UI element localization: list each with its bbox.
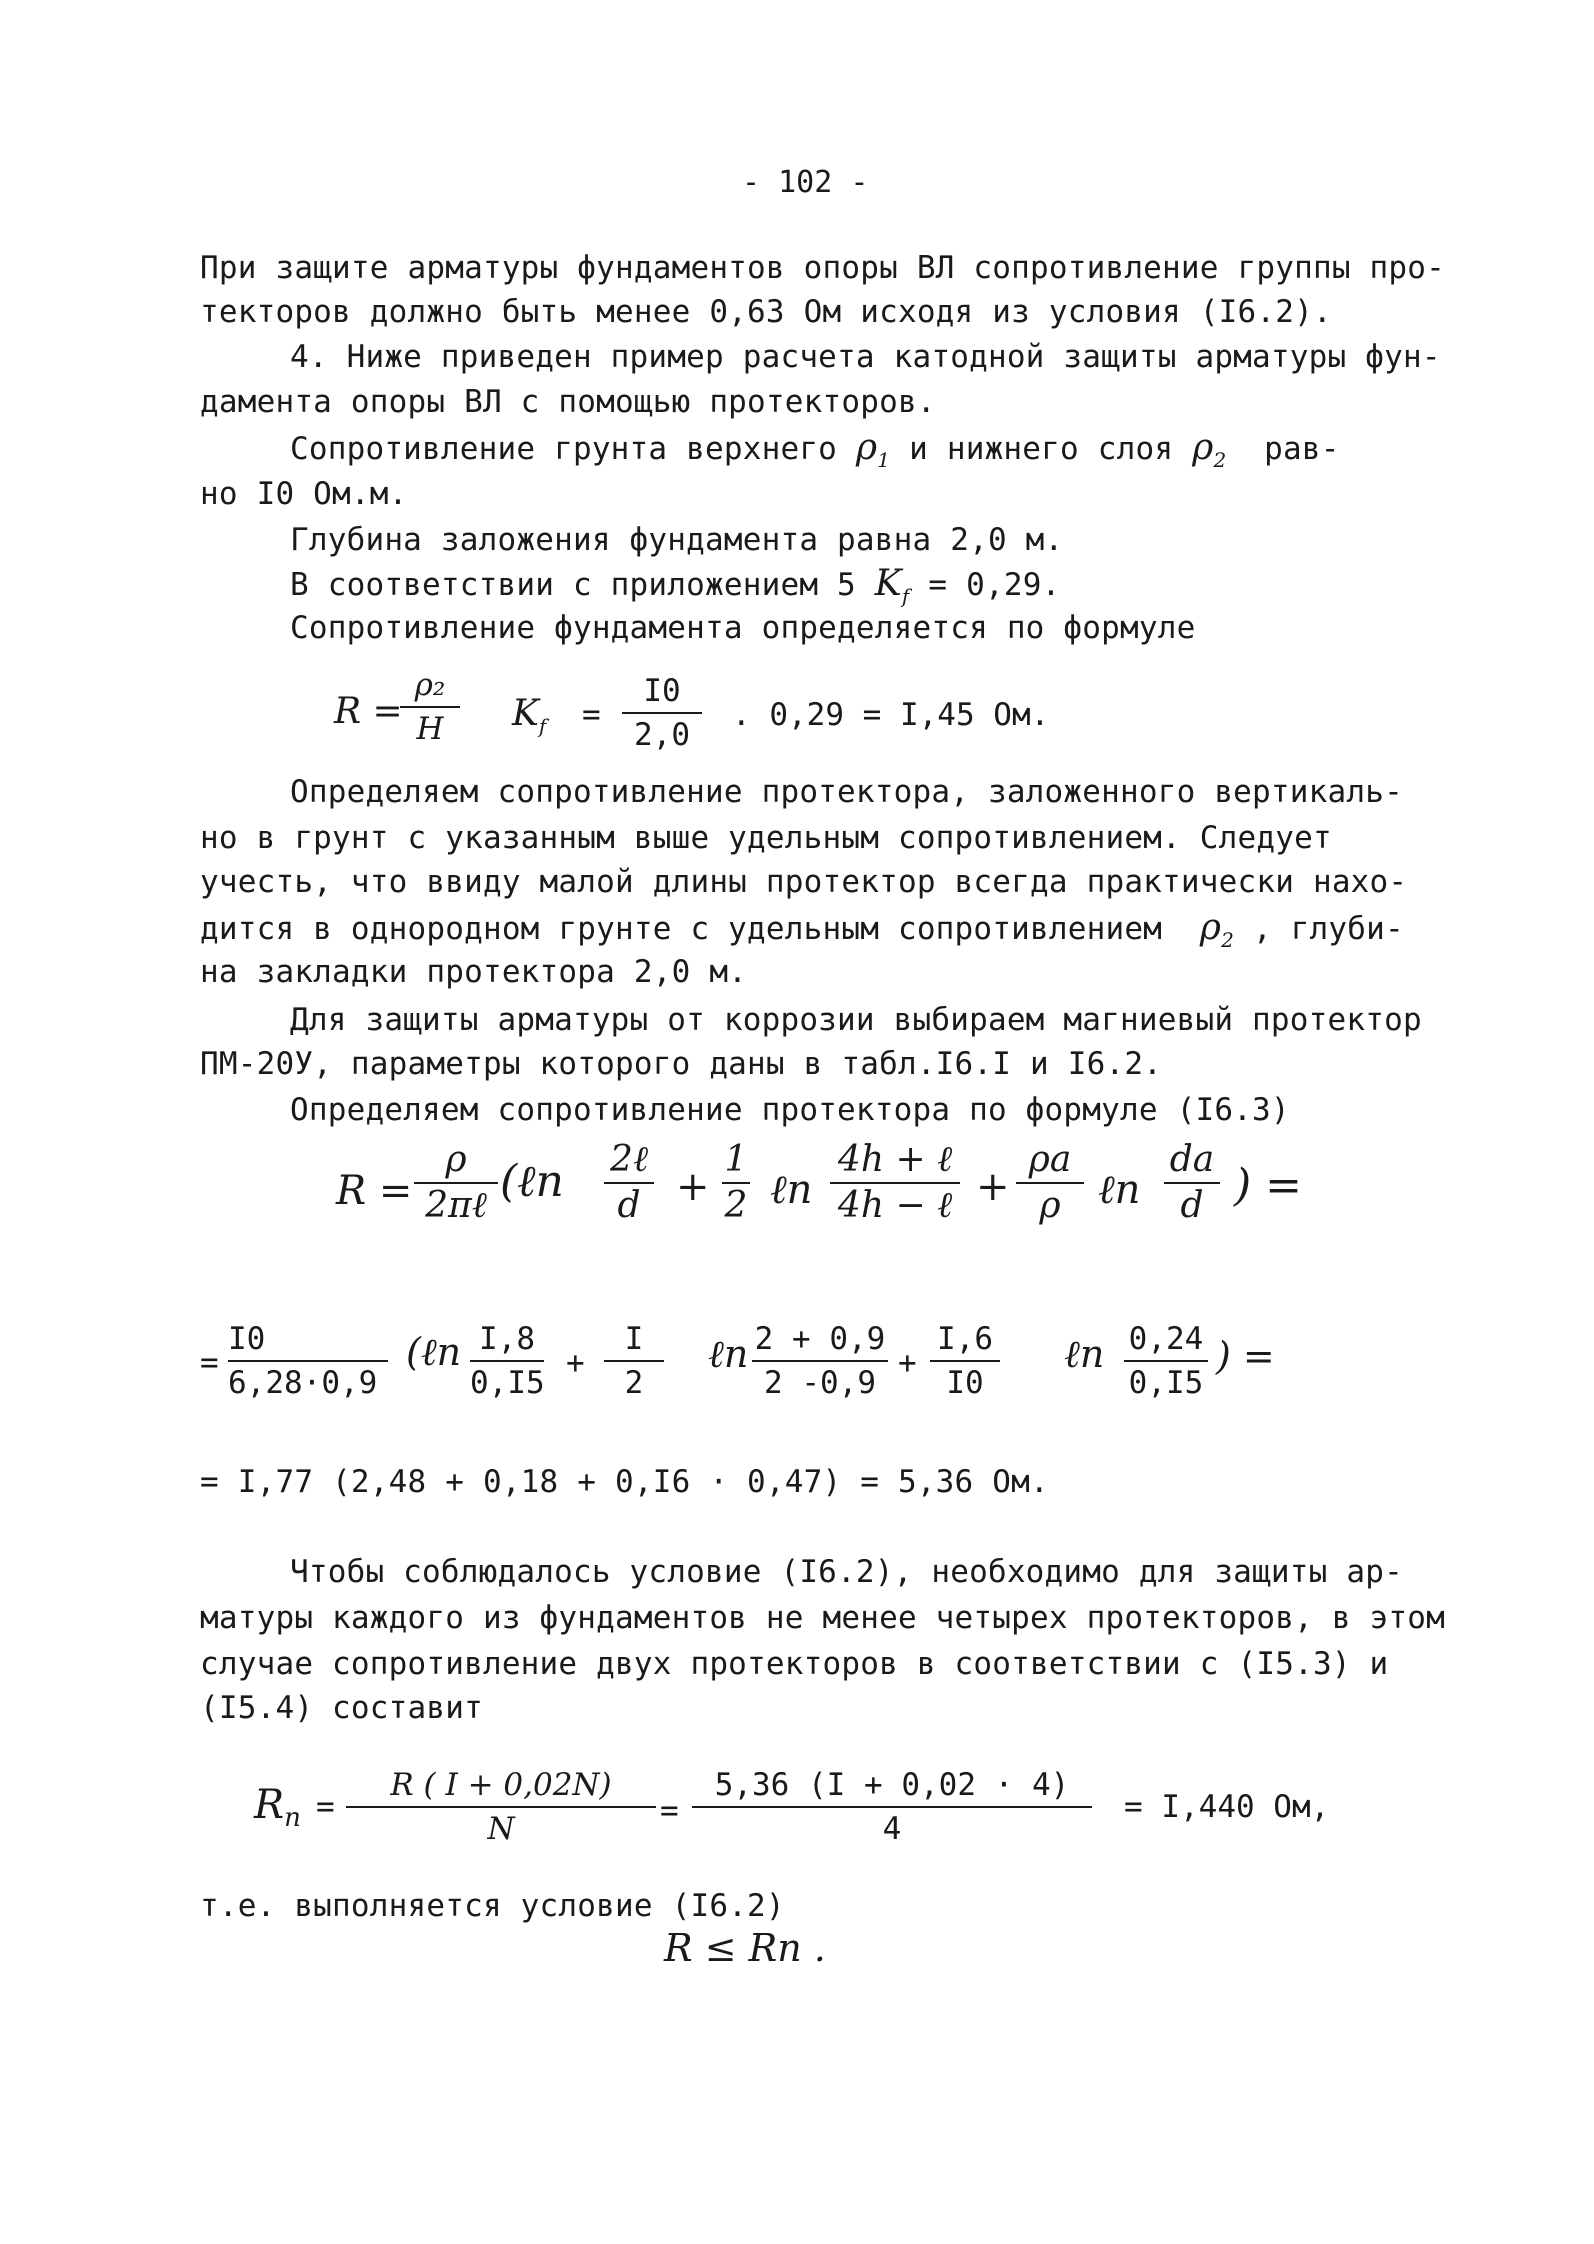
denominator: ρ (1039, 1185, 1061, 1226)
text-line: ПМ-20У, параметры которого даны в табл.I6.I и I6.2. (200, 1046, 1163, 1082)
fraction (414, 1140, 498, 1226)
k-subscript: f (901, 584, 910, 608)
plus-sign: + (976, 1164, 1010, 1210)
fraction (1016, 1140, 1084, 1226)
plus-sign: + (566, 1345, 585, 1381)
close-paren-equals: ) = (1216, 1334, 1275, 1378)
text-line: но в грунт с указанным выше удельным сопротивлением. Следует (200, 820, 1332, 856)
rho-subscript: 1 (877, 448, 891, 472)
plus-sign: + (676, 1164, 710, 1210)
denominator: I0 (946, 1365, 984, 1401)
formula-lhs: $R_n$ (254, 1782, 301, 1833)
fraction (1164, 1140, 1220, 1226)
ln-symbol: ℓn (770, 1167, 813, 1213)
numerator: ρ₂ (414, 667, 446, 703)
numerator: 4h + ℓ (837, 1139, 953, 1180)
equals-sign: = (660, 1793, 679, 1829)
fraction (604, 1320, 664, 1402)
text-line: текторов должно быть менее 0,63 Ом исходя из условия (I6.2). (200, 294, 1332, 330)
denominator: 2 -0,9 (764, 1365, 876, 1401)
denominator: d (617, 1185, 641, 1226)
fraction (228, 1320, 388, 1402)
text-segment: , глуби- (1252, 911, 1404, 947)
equals-sign: = (316, 1789, 335, 1825)
text-line: Определяем сопротивление протектора по формуле (I6.3) (290, 1092, 1290, 1128)
numerator: 1 (724, 1139, 748, 1180)
fraction (470, 1320, 544, 1402)
fraction (400, 666, 460, 748)
numerator: I,8 (479, 1321, 535, 1357)
text-line: т.е. выполняется условие (I6.2) (200, 1888, 785, 1924)
text-segment: и нижнего слоя (909, 431, 1174, 467)
formula-tail: . 0,29 = I,45 Ом. (732, 697, 1050, 733)
fraction (622, 672, 702, 754)
denominator: N (487, 1811, 515, 1847)
fraction (1124, 1320, 1208, 1402)
text-line: Глубина заложения фундамента равна 2,0 м. (290, 522, 1064, 558)
fraction (752, 1320, 888, 1402)
text-line: 4. Ниже приведен пример расчета катодной защиты арматуры фун- (290, 339, 1441, 375)
text-segment: В соответствии с приложением 5 (290, 567, 856, 603)
open-paren-ln: (ℓn (500, 1156, 564, 1207)
text-line: Чтобы соблюдалось условие (I6.2), необходимо для защиты ар- (290, 1554, 1403, 1590)
denominator: H (416, 711, 444, 747)
text-line: на закладки протектора 2,0 м. (200, 954, 748, 990)
formula-lhs: R = (334, 691, 403, 732)
text-line: но I0 Ом.м. (200, 476, 408, 512)
text-segment: дится в однородном грунте с удельным сопротивлением (200, 911, 1163, 947)
page-number: - 102 - (742, 165, 869, 200)
denominator: d (1180, 1185, 1204, 1226)
text-line: матуры каждого из фундаментов не менее четырех протекторов, в этом (200, 1600, 1445, 1636)
text-line: учесть, что ввиду малой длины протектор всегда практически нахо- (200, 864, 1408, 900)
rho-symbol: ρ (1199, 907, 1222, 948)
denominator: 2 (724, 1185, 748, 1226)
ln-symbol: ℓn (1098, 1167, 1141, 1213)
numerator: I (624, 1321, 644, 1357)
plus-sign: + (898, 1345, 917, 1381)
text-line: случае сопротивление двух протекторов в соответствии с (I5.3) и (200, 1646, 1389, 1682)
fraction (346, 1766, 656, 1848)
fraction (722, 1140, 750, 1226)
formula-lhs: R = (336, 1168, 413, 1214)
numerator: 2 + 0,9 (754, 1321, 886, 1357)
denominator: 2,0 (634, 717, 690, 753)
text-line: Сопротивление фундамента определяется по формуле (290, 610, 1196, 646)
numerator: 2ℓ (610, 1139, 648, 1180)
rho-subscript: 2 (1213, 448, 1227, 472)
k-symbol: $K_f$ (512, 693, 547, 738)
numerator: ρ (445, 1139, 467, 1180)
close-paren-equals: ) = (1234, 1160, 1303, 1211)
rho-symbol: ρ (1192, 427, 1214, 468)
ln-symbol: ℓn (708, 1332, 749, 1376)
equals-sign: = (200, 1345, 219, 1381)
text-line (290, 428, 1340, 480)
fraction (692, 1766, 1092, 1848)
k-symbol: K (874, 563, 902, 604)
text-line: дамента опоры ВЛ с помощью протекторов. (200, 384, 936, 420)
numerator: 5,36 (I + 0,02 · 4) (714, 1767, 1070, 1803)
fraction (930, 1320, 1000, 1402)
denominator: 0,I5 (1128, 1365, 1204, 1401)
text-segment: = 0,29. (928, 567, 1061, 603)
numerator: I,6 (937, 1321, 993, 1357)
text-segment: Сопротивление грунта верхнего (290, 431, 838, 467)
rho-symbol: ρ (855, 427, 878, 468)
numerator: da (1169, 1139, 1215, 1180)
equals-sign: = (582, 697, 601, 733)
denominator: 6,28·0,9 (228, 1365, 378, 1401)
text-segment: рав- (1264, 431, 1340, 467)
denominator: 0,I5 (470, 1365, 545, 1401)
numerator: ρa (1028, 1139, 1072, 1180)
numerator: I0 (643, 673, 681, 709)
text-line: Определяем сопротивление протектора, заложенного вертикаль- (290, 774, 1403, 810)
fraction (604, 1140, 654, 1226)
text-line: (I5.4) составит (200, 1690, 483, 1726)
formula-result: = I,440 Ом, (1124, 1789, 1330, 1825)
denominator: 2πℓ (425, 1185, 487, 1226)
denominator: 2 (624, 1365, 644, 1401)
denominator: 4h − ℓ (837, 1185, 953, 1226)
open-paren-ln: (ℓn (406, 1330, 462, 1374)
numerator: R ( I + 0,02N) (390, 1767, 612, 1803)
text-line: Для защиты арматуры от коррозии выбираем магниевый протектор (290, 1002, 1422, 1038)
ln-symbol: ℓn (1064, 1332, 1105, 1376)
rho-subscript: 2 (1221, 928, 1235, 952)
text-line: При защите арматуры фундаментов опоры ВЛ сопротивление группы про- (200, 250, 1445, 286)
formula-condition: R ≤ Rn . (664, 1926, 826, 1970)
numerator: 0,24 (1128, 1321, 1204, 1357)
formula-result: = I,77 (2,48 + 0,18 + 0,I6 · 0,47) = 5,36 Ом. (200, 1464, 1049, 1500)
denominator: 4 (882, 1811, 902, 1847)
numerator: I0 (228, 1321, 266, 1357)
fraction (830, 1140, 960, 1226)
